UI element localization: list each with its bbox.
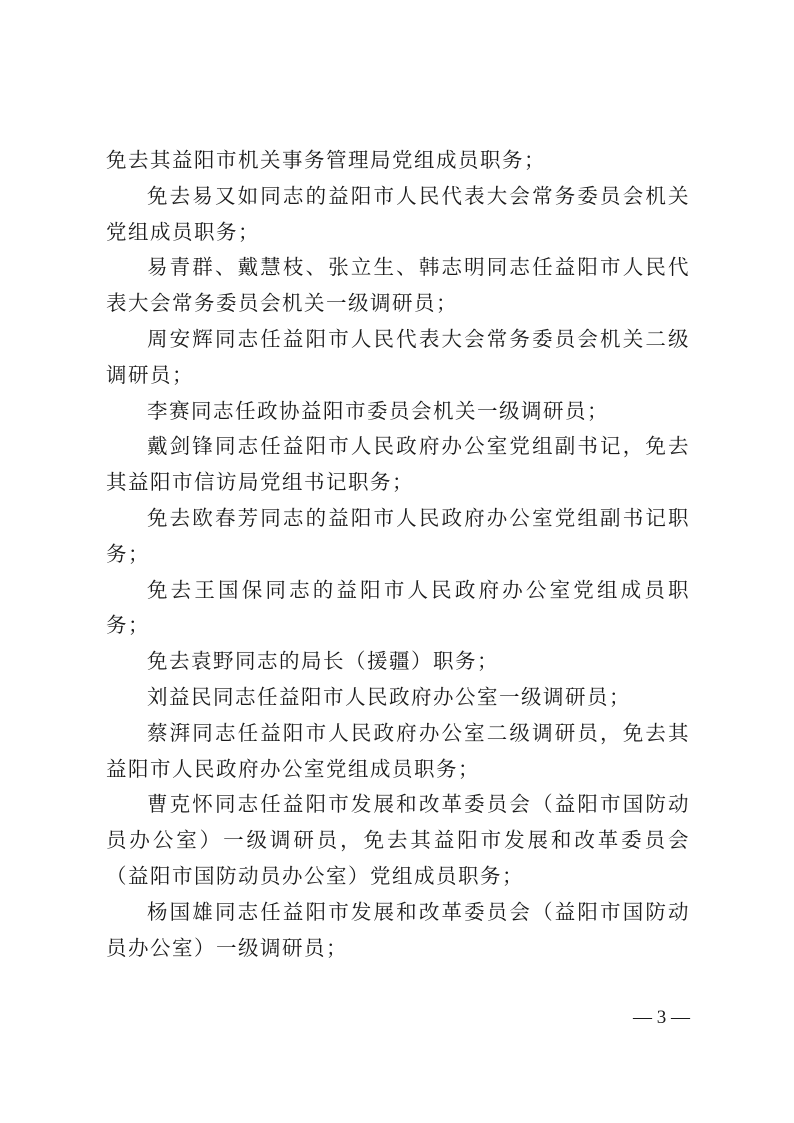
document-body [106,143,690,966]
paragraph-12: 曹克怀同志任益阳市发展和改革委员会（益阳市国防动员办公室）一级调研员，免去其益阳市发展和改革委员会（益阳市国防动员办公室）党组成员职务； [106,792,690,888]
paragraph-3: 易青群、戴慧枝、张立生、韩志明同志任益阳市人民代表大会常务委员会机关一级调研员； [106,255,690,316]
paragraph-10: 刘益民同志任益阳市人民政府办公室一级调研员； [147,684,631,709]
paragraph-7: 免去欧春芳同志的益阳市人民政府办公室党组副书记职务； [106,505,690,566]
paragraph-13: 杨国雄同志任益阳市发展和改革委员会（益阳市国防动员办公室）一级调研员； [106,899,690,960]
paragraph-4: 周安辉同志任益阳市人民代表大会常务委员会机关二级调研员； [106,326,690,387]
paragraph-9: 免去袁野同志的局长（援疆）职务； [147,649,499,674]
paragraph-6: 戴剑锋同志任益阳市人民政府办公室党组副书记，免去其益阳市信访局党组书记职务； [106,434,690,495]
paragraph-2: 免去易又如同志的益阳市人民代表大会常务委员会机关党组成员职务； [106,183,690,244]
page-number: — 3 — [633,1007,690,1028]
paragraph-11: 蔡湃同志任益阳市人民政府办公室二级调研员，免去其益阳市人民政府办公室党组成员职务； [106,720,690,781]
paragraph-5: 李赛同志任政协益阳市委员会机关一级调研员； [147,398,609,423]
paragraph-1: 免去其益阳市机关事务管理局党组成员职务； [106,148,546,172]
paragraph-8: 免去王国保同志的益阳市人民政府办公室党组成员职务； [106,577,690,638]
